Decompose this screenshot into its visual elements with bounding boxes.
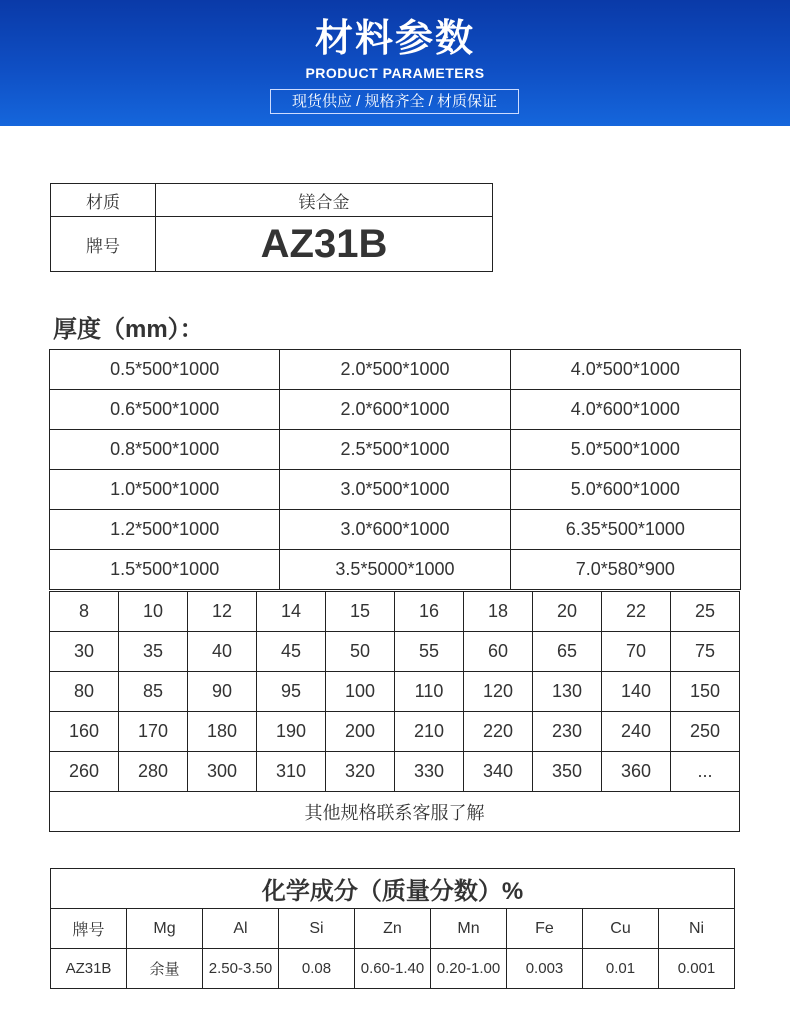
thickness-number-row [50, 632, 740, 672]
thickness-number-cell: 180 [188, 712, 257, 752]
thickness-size-cell: 1.2*500*1000 [50, 510, 280, 550]
thickness-number-cell: 35 [119, 632, 188, 672]
thickness-size-row [50, 430, 741, 470]
thickness-number-cell: 18 [464, 592, 533, 632]
thickness-number-cell: 12 [188, 592, 257, 632]
thickness-number-cell: 130 [533, 672, 602, 712]
thickness-number-cell: 80 [50, 672, 119, 712]
thickness-number-cell: 10 [119, 592, 188, 632]
thickness-note: 其他规格联系客服了解 [50, 792, 740, 832]
chemical-header-cell: Si [279, 909, 355, 949]
thickness-size-cell: 5.0*600*1000 [510, 470, 740, 510]
thickness-number-cell: 30 [50, 632, 119, 672]
thickness-number-cell: 8 [50, 592, 119, 632]
chemical-value-cell: 0.003 [507, 949, 583, 989]
thickness-heading: 厚度（mm）： [53, 316, 204, 343]
thickness-number-cell: 350 [533, 752, 602, 792]
chemical-header-cell: Zn [355, 909, 431, 949]
thickness-number-cell: 280 [119, 752, 188, 792]
thickness-size-cell: 0.6*500*1000 [50, 390, 280, 430]
page-subtitle: PRODUCT PARAMETERS [305, 65, 485, 81]
thickness-number-cell: 100 [326, 672, 395, 712]
thickness-size-cell: 1.5*500*1000 [50, 550, 280, 590]
thickness-note-row [50, 792, 740, 832]
chemical-value-cell: 0.08 [279, 949, 355, 989]
thickness-numbers-table [49, 591, 740, 832]
thickness-number-cell: 40 [188, 632, 257, 672]
thickness-size-cell: 7.0*580*900 [510, 550, 740, 590]
thickness-size-cell: 3.0*600*1000 [280, 510, 510, 550]
thickness-size-cell: 1.0*500*1000 [50, 470, 280, 510]
chemical-header-cell: Mn [431, 909, 507, 949]
chemical-header-cell: Fe [507, 909, 583, 949]
thickness-number-cell: 75 [671, 632, 740, 672]
thickness-size-row [50, 350, 741, 390]
thickness-number-row [50, 712, 740, 752]
thickness-number-cell: 90 [188, 672, 257, 712]
thickness-number-cell: 20 [533, 592, 602, 632]
material-value: 镁合金 [156, 184, 493, 217]
thickness-number-cell: 45 [257, 632, 326, 672]
chemical-header-row [51, 909, 735, 949]
thickness-sizes-table [49, 349, 741, 590]
thickness-number-cell: 85 [119, 672, 188, 712]
thickness-number-cell: 340 [464, 752, 533, 792]
thickness-size-cell: 3.0*500*1000 [280, 470, 510, 510]
thickness-number-cell: 310 [257, 752, 326, 792]
chemical-title-row [51, 869, 735, 909]
thickness-size-cell: 0.8*500*1000 [50, 430, 280, 470]
thickness-number-row [50, 672, 740, 712]
thickness-number-cell: 360 [602, 752, 671, 792]
thickness-size-cell: 4.0*600*1000 [510, 390, 740, 430]
chemical-value-row [51, 949, 735, 989]
thickness-number-cell: 25 [671, 592, 740, 632]
thickness-number-cell: 250 [671, 712, 740, 752]
chemical-header-cell: Mg [127, 909, 203, 949]
thickness-number-cell: 70 [602, 632, 671, 672]
thickness-number-cell: 320 [326, 752, 395, 792]
thickness-number-row [50, 592, 740, 632]
chemical-value-cell: 0.60-1.40 [355, 949, 431, 989]
thickness-size-row [50, 550, 741, 590]
thickness-size-cell: 2.5*500*1000 [280, 430, 510, 470]
thickness-number-cell: 150 [671, 672, 740, 712]
chemical-composition-table [50, 868, 735, 989]
thickness-size-row [50, 510, 741, 550]
thickness-size-cell: 2.0*500*1000 [280, 350, 510, 390]
header-banner [0, 0, 790, 126]
material-row [51, 184, 493, 217]
chemical-title: 化学成分（质量分数）% [51, 869, 735, 909]
thickness-number-cell: 170 [119, 712, 188, 752]
thickness-number-cell: 160 [50, 712, 119, 752]
thickness-size-cell: 6.35*500*1000 [510, 510, 740, 550]
tagline-box: 现货供应 / 规格齐全 / 材质保证 [270, 89, 519, 114]
grade-row [51, 217, 493, 272]
grade-label: 牌号 [51, 217, 156, 272]
thickness-number-cell: 95 [257, 672, 326, 712]
thickness-number-cell: 22 [602, 592, 671, 632]
thickness-size-cell: 5.0*500*1000 [510, 430, 740, 470]
thickness-number-cell: 300 [188, 752, 257, 792]
chemical-header-cell: 牌号 [51, 909, 127, 949]
thickness-size-row [50, 390, 741, 430]
thickness-size-cell: 4.0*500*1000 [510, 350, 740, 390]
chemical-value-cell: 0.20-1.00 [431, 949, 507, 989]
thickness-number-cell: 220 [464, 712, 533, 752]
page-title: 材料参数 [314, 18, 475, 60]
material-table [50, 183, 493, 272]
grade-value: AZ31B [156, 217, 493, 272]
thickness-number-cell: 14 [257, 592, 326, 632]
thickness-number-cell: 210 [395, 712, 464, 752]
chemical-header-cell: Al [203, 909, 279, 949]
material-label: 材质 [51, 184, 156, 217]
thickness-size-cell: 3.5*5000*1000 [280, 550, 510, 590]
chemical-header-cell: Ni [659, 909, 735, 949]
chemical-value-cell: 0.001 [659, 949, 735, 989]
chemical-value-cell: AZ31B [51, 949, 127, 989]
thickness-number-cell: ... [671, 752, 740, 792]
chemical-value-cell: 余量 [127, 949, 203, 989]
thickness-number-cell: 110 [395, 672, 464, 712]
thickness-number-cell: 330 [395, 752, 464, 792]
chemical-header-cell: Cu [583, 909, 659, 949]
thickness-number-cell: 120 [464, 672, 533, 712]
thickness-number-cell: 65 [533, 632, 602, 672]
thickness-number-cell: 55 [395, 632, 464, 672]
thickness-number-cell: 200 [326, 712, 395, 752]
thickness-number-cell: 260 [50, 752, 119, 792]
thickness-number-cell: 190 [257, 712, 326, 752]
thickness-number-cell: 60 [464, 632, 533, 672]
thickness-number-cell: 140 [602, 672, 671, 712]
chemical-value-cell: 0.01 [583, 949, 659, 989]
thickness-number-row [50, 752, 740, 792]
thickness-number-cell: 50 [326, 632, 395, 672]
thickness-size-cell: 2.0*600*1000 [280, 390, 510, 430]
thickness-number-cell: 230 [533, 712, 602, 752]
thickness-size-cell: 0.5*500*1000 [50, 350, 280, 390]
thickness-number-cell: 16 [395, 592, 464, 632]
chemical-value-cell: 2.50-3.50 [203, 949, 279, 989]
thickness-number-cell: 15 [326, 592, 395, 632]
thickness-size-row [50, 470, 741, 510]
thickness-number-cell: 240 [602, 712, 671, 752]
